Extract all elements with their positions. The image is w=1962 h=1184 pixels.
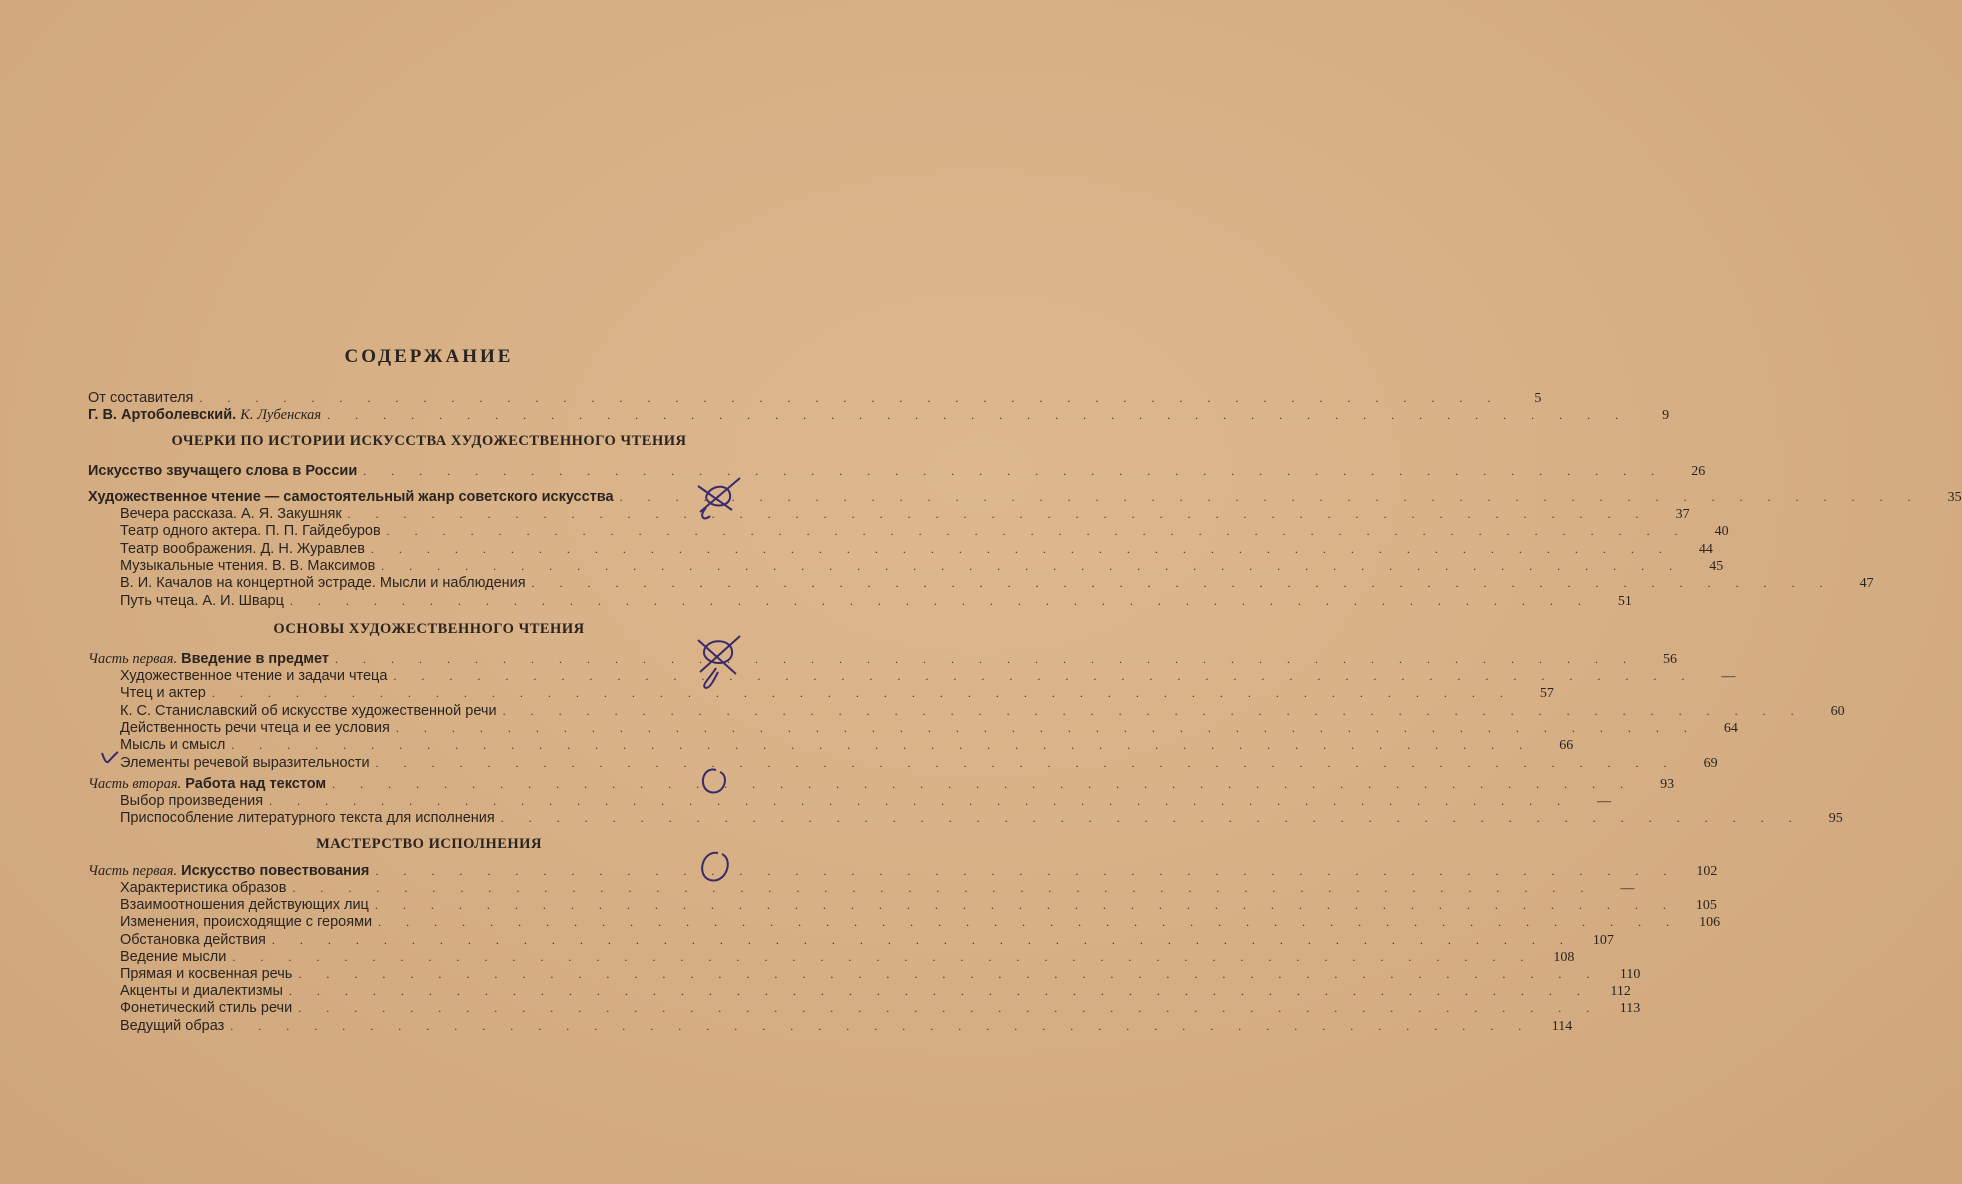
entry-title [88,650,329,668]
entry-title [88,574,526,592]
leader-dots: . . . . . . . . . . . . . . . . . . . . . . . . . . . . . . . . . . . . . . . . . . . . . . . [289,593,1592,608]
page-number: 105 [1695,898,1717,914]
entry-text: Художественное чтение и задачи чтеца [120,668,388,684]
entry-title [88,736,225,754]
toc-entry[interactable] [88,702,1845,720]
toc-entry[interactable] [88,896,1717,914]
entry-text: Часть первая. [88,651,178,667]
page-number: 110 [1619,967,1641,982]
toc-entry[interactable] [88,931,1614,949]
leader-dots: . . . . . . . . . . . . . . . . . . . . . . . . . . . . . . . . . . . . . . . . . . . . . . . [378,915,1681,930]
toc-title: СОДЕРЖАНИЕ [344,346,514,367]
page-number: 95 [1828,811,1843,827]
entry-text: Ведение мысли [120,948,227,965]
leader-dots: . . . . . . . . . . . . . . . . . . . . . . . . . . . . . . . . . . . . . . . . . . . . . . . [332,777,1635,791]
entry-title [88,931,266,949]
leader-dots: . . . . . . . . . . . . . . . . . . . . . . . . . . . . . . . . . . . . . . . . . . . . . . . [375,755,1678,770]
page-number: 37 [1675,507,1690,522]
toc-entry[interactable] [88,574,1874,592]
entry-text: Обстановка действия [120,931,266,948]
toc-chapter[interactable] [88,462,1706,480]
toc-entry[interactable] [88,592,1632,610]
entry-title [88,982,283,1000]
toc-entry[interactable] [88,540,1713,558]
entry-title [88,862,369,880]
toc-entry[interactable] [88,505,1690,523]
page-number: 64 [1723,720,1738,736]
entry-text: Изменения, происходящие с героями [120,914,373,931]
leader-dots: . . . . . . . . . . . . . . . . . . . . . . . . . . . . . . . . . . . . . . . . . . . . . . . [298,967,1601,981]
entry-text: Приспособление литературного текста для исполнения [120,810,495,827]
page-number: 45 [1709,558,1724,574]
leader-dots: . . . . . . . . . . . . . . . . . . . . . . . . . . . . . . . . . . . . . . . . . . . . . . . [292,881,1595,895]
leader-dots: . . . . . . . . . . . . . . . . . . . . . . . . . . . . . . . . . . . . . . . . . . . . . . . [395,720,1698,735]
leader-dots: . . . . . . . . . . . . . . . . . . . . . . . . . . . . . . . . . . . . . . . . . . . . . . . [271,932,1574,947]
toc-entry[interactable] [88,965,1641,983]
leader-dots: . . . . . . . . . . . . . . . . . . . . . . . . . . . . . . . . . . . . . . . . . . . . . . . [386,524,1689,539]
page-number: — [1597,794,1612,809]
entry-title [88,702,497,720]
entry-title [88,667,387,685]
entry-title [88,684,206,702]
toc-entry[interactable] [88,719,1738,737]
page-number: 60 [1830,703,1845,719]
toc-entry[interactable] [88,754,1718,772]
page-number: 40 [1714,524,1729,540]
toc-entry[interactable] [88,999,1641,1017]
entry-title [88,592,284,610]
entry-title [88,792,263,810]
entry-text: К. Лубенская [240,407,322,423]
entry-text: Музыкальные чтения. В. В. Максимов [120,557,376,574]
leader-dots: . . . . . . . . . . . . . . . . . . . . . . . . . . . . . . . . . . . . . . . . . . . . . . . [375,864,1678,878]
page-number: 9 [1662,408,1670,423]
entry-text: Театр одного актера. П. П. Гайдебуров [120,523,381,540]
entry-title [88,965,292,983]
section-heading: ОЧЕРКИ ПО ИСТОРИИ ИСКУССТВА ХУДОЖЕСТВЕННОГО ЧТЕНИЯ [171,433,687,449]
section-heading: МАСТЕРСТВО ИСПОЛНЕНИЯ [316,836,542,852]
entry-text: Часть вторая. [88,776,182,792]
toc-entry[interactable] [88,792,1612,810]
entry-text: Г. В. Артоболевский. [88,407,237,423]
entry-title [88,809,495,827]
entry-text: Взаимоотношения действующих лиц [120,897,369,914]
entry-title [88,540,365,558]
entry-text: Театр воображения. Д. Н. Журавлев [120,540,365,557]
entry-text: Ведущий образ [120,1017,225,1034]
entry-text: Вечера рассказа. А. Я. Закушняк [120,506,342,522]
toc-entry[interactable] [88,389,1542,407]
entry-text: Искусство звучащего слова в России [88,463,358,479]
leader-dots: . . . . . . . . . . . . . . . . . . . . . . . . . . . . . . . . . . . . . . . . . . . . . . . [231,738,1534,753]
page-number: 113 [1619,1001,1641,1017]
page-number: — [1620,881,1635,896]
toc-chapter[interactable] [88,775,1675,793]
entry-title [88,913,372,931]
entry-title [88,488,614,506]
entry-text: В. И. Качалов на концертной эстраде. Мысли и наблюдения [120,575,526,592]
toc-chapter[interactable] [88,488,1962,506]
leader-dots: . . . . . . . . . . . . . . . . . . . . . . . . . . . . . . . . . . . . . . . . . . . . . . . [393,669,1696,683]
leader-dots: . . . . . . . . . . . . . . . . . . . . . . . . . . . . . . . . . . . . . . . . . . . . . . . [502,703,1805,718]
leader-dots: . . . . . . . . . . . . . . . . . . . . . . . . . . . . . . . . . . . . . . . . . . . . . . . [374,898,1677,913]
entry-text: Действенность речи чтеца и ее условия [120,719,390,736]
toc-entry[interactable] [88,879,1635,897]
page-number: 56 [1662,652,1677,667]
entry-title [88,1017,224,1035]
leader-dots: . . . . . . . . . . . . . . . . . . . . . . . . . . . . . . . . . . . . . . . . . . . . . . . [211,686,1514,701]
page-number: 66 [1559,738,1574,754]
leader-dots: . . . . . . . . . . . . . . . . . . . . . . . . . . . . . . . . . . . . . . . . . . . . . . . [619,490,1922,504]
entry-title [88,948,226,966]
entry-title [88,505,342,523]
entry-text: К. С. Станиславский об искусстве художественной речи [120,702,497,719]
leader-dots: . . . . . . . . . . . . . . . . . . . . . . . . . . . . . . . . . . . . . . . . . . . . . . . [232,949,1535,964]
leader-dots: . . . . . . . . . . . . . . . . . . . . . . . . . . . . . . . . . . . . . . . . . . . . . . . [288,984,1591,999]
toc-entry[interactable] [88,1017,1573,1035]
page-number: 107 [1592,932,1614,948]
toc-entry[interactable] [88,948,1575,966]
entry-text: Фонетический стиль речи [120,1000,293,1017]
leader-dots: . . . . . . . . . . . . . . . . . . . . . . . . . . . . . . . . . . . . . . . . . . . . . . . [199,391,1502,405]
entry-text: Путь чтеца. А. И. Шварц [120,592,284,609]
entry-title [88,754,370,772]
toc-entry[interactable] [88,809,1843,827]
entry-title [88,775,326,793]
entry-text: Выбор произведения [120,793,264,809]
leader-dots: . . . . . . . . . . . . . . . . . . . . . . . . . . . . . . . . . . . . . . . . . . . . . . . [347,507,1650,521]
page-number: 51 [1617,593,1632,609]
entry-title [88,557,375,575]
page-number: 35 [1947,490,1962,505]
page-number: 112 [1610,984,1631,1000]
leader-dots: . . . . . . . . . . . . . . . . . . . . . . . . . . . . . . . . . . . . . . . . . . . . . . . [363,464,1666,478]
leader-dots: . . . . . . . . . . . . . . . . . . . . . . . . . . . . . . . . . . . . . . . . . . . . . . . [370,541,1673,556]
entry-text: Мысль и смысл [120,737,226,754]
entry-text: Акценты и диалектизмы [120,983,283,1000]
page-number: — [1721,669,1736,684]
page-number: 93 [1660,777,1675,792]
entry-text: Искусство повествования [181,863,370,879]
leader-dots: . . . . . . . . . . . . . . . . . . . . . . . . . . . . . . . . . . . . . . . . . . . . . . . [298,1001,1601,1016]
toc-entry[interactable] [88,736,1574,754]
entry-text: Введение в предмет [181,651,329,667]
entry-title [88,719,390,737]
leader-dots: . . . . . . . . . . . . . . . . . . . . . . . . . . . . . . . . . . . . . . . . . . . . . . . [269,794,1572,808]
page-number: 69 [1703,755,1718,771]
entry-text: Элементы речевой выразительности [120,754,370,771]
entry-title [88,879,286,897]
toc-entry[interactable] [88,557,1724,575]
section-heading: ОСНОВЫ ХУДОЖЕСТВЕННОГО ЧТЕНИЯ [273,621,585,637]
entry-title [88,462,357,480]
entry-text: Прямая и косвенная речь [120,966,293,982]
leader-dots: . . . . . . . . . . . . . . . . . . . . . . . . . . . . . . . . . . . . . . . . . . . . . . . [531,576,1834,591]
page-number: 57 [1539,686,1554,702]
entry-title [88,999,292,1017]
toc-entry[interactable] [88,684,1554,702]
leader-dots: . . . . . . . . . . . . . . . . . . . . . . . . . . . . . . . . . . . . . . . . . . . . . . . [327,408,1630,422]
entry-title [88,896,369,914]
entry-text: Чтец и актер [120,685,206,702]
entry-title [88,389,193,407]
toc-chapter[interactable] [88,650,1677,668]
toc-chapter[interactable] [88,862,1718,880]
page-number: 26 [1691,464,1706,479]
page-number: 5 [1534,391,1542,406]
entry-text: Художественное чтение — самостоятельный жанр советского искусства [88,489,614,505]
leader-dots: . . . . . . . . . . . . . . . . . . . . . . . . . . . . . . . . . . . . . . . . . . . . . . . [230,1018,1533,1033]
page-number: 106 [1699,915,1721,931]
entry-text: Работа над текстом [185,776,327,792]
leader-dots: . . . . . . . . . . . . . . . . . . . . . . . . . . . . . . . . . . . . . . . . . . . . . . . [381,558,1684,573]
entry-title [88,406,321,424]
entry-title [88,522,381,540]
leader-dots: . . . . . . . . . . . . . . . . . . . . . . . . . . . . . . . . . . . . . . . . . . . . . . . [334,652,1637,666]
toc-entry[interactable] [88,913,1721,931]
page-number: 44 [1698,541,1713,557]
toc-entry[interactable] [88,406,1670,424]
page-number: 47 [1859,576,1874,592]
entry-text: Часть первая. [88,863,178,879]
page-number: 108 [1553,949,1575,965]
toc-entry[interactable] [88,982,1631,1000]
entry-text: Характеристика образов [120,880,287,896]
toc-entry[interactable] [88,522,1729,540]
leader-dots: . . . . . . . . . . . . . . . . . . . . . . . . . . . . . . . . . . . . . . . . . . . . . . . [500,811,1803,826]
page-number: 102 [1696,864,1718,879]
page-number: 114 [1551,1018,1573,1034]
toc-entry[interactable] [88,667,1736,685]
entry-text: От составителя [88,390,194,406]
